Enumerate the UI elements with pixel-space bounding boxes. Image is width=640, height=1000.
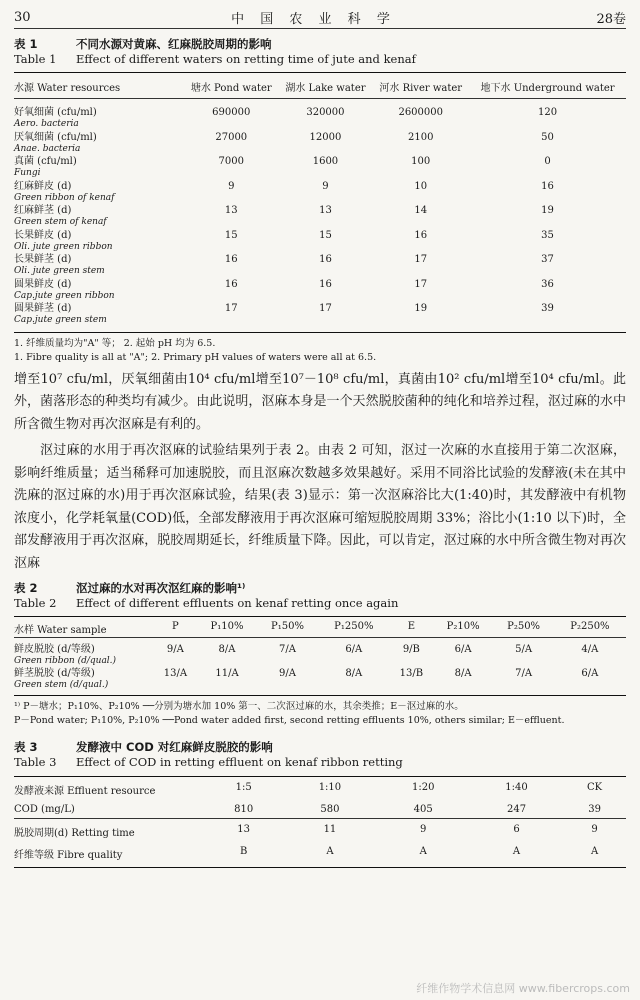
table-cell: 690000 bbox=[212, 107, 251, 118]
table-cell: 13 bbox=[224, 205, 238, 216]
row-label-en: Green ribbon (d/qual.) bbox=[14, 655, 117, 666]
table-cell: 405 bbox=[413, 803, 433, 815]
row-label: 发酵液来源 Effluent resource bbox=[14, 785, 156, 797]
table2-col: P bbox=[172, 621, 179, 632]
table1-col: 湖水 Lake water bbox=[285, 83, 366, 94]
table-cell: A bbox=[419, 845, 427, 857]
table-cell: 17 bbox=[414, 254, 428, 265]
table-cell: 9 bbox=[322, 180, 329, 192]
table1-col: 河水 River water bbox=[379, 83, 463, 94]
running-header bbox=[14, 6, 626, 29]
row-label-en: Cap.jute green ribbon bbox=[14, 290, 115, 301]
table2-col: P₁250% bbox=[334, 621, 374, 632]
table-cell: 8/A bbox=[218, 643, 236, 655]
row-label-cn: 鲜皮脱胶 (d/等级) bbox=[14, 643, 95, 655]
table-row bbox=[14, 819, 626, 841]
table3-caption: 表 3 发酵液中 COD 对红麻鲜皮脱胶的影响 Table 3 Effect of COD in retting effluent on kenaf ribbon retting bbox=[14, 739, 403, 769]
table2-caption: 表 2 沤过麻的水对再次沤红麻的影响¹⁾ Table 2 Effect of different effluents on kenaf retting once again bbox=[14, 581, 399, 610]
table-row bbox=[14, 841, 626, 863]
row-label bbox=[14, 668, 154, 692]
journal-name: 中 国 农 业 科 学 bbox=[231, 11, 396, 27]
table-cell: 35 bbox=[541, 229, 554, 241]
table-row bbox=[14, 799, 626, 819]
table2-col: E bbox=[407, 621, 416, 632]
row-label-cn: 红麻鲜皮 (d) bbox=[14, 180, 72, 192]
table-cell: 4/A bbox=[581, 643, 599, 655]
body-paragraph: 增至10⁷ cfu/ml，厌氧细菌由10⁴ cfu/ml增至10⁷－10⁸ cfu/ml，真菌由10² cfu/ml增至10⁴ cfu/ml。此外，菌落形态的种类均有减少。由此说明，沤麻本身是一个天然脱胶菌种的纯化和培养过程，沤过麻的水中所含微生物对再次沤麻是有利的。 bbox=[14, 371, 626, 432]
table-cell: 6/A bbox=[581, 667, 599, 679]
table-cell: 7/A bbox=[279, 643, 296, 655]
table-cell: 6/A bbox=[345, 643, 363, 655]
row-label-en: Cap.jute green stem bbox=[14, 315, 107, 325]
row-label-en: Green stem of kenaf bbox=[14, 217, 107, 227]
table-cell: 9/B bbox=[402, 643, 420, 655]
table-cell: 37 bbox=[541, 254, 554, 265]
table-cell: 13 bbox=[319, 205, 332, 216]
table-cell: 10 bbox=[414, 180, 428, 192]
table-row bbox=[14, 279, 626, 304]
table1-col: 地下水 Underground water bbox=[480, 83, 615, 94]
row-label-en: Anae. bacteria bbox=[14, 143, 81, 154]
table-cell: 16 bbox=[224, 254, 238, 265]
row-label-en: Green stem (d/qual.) bbox=[14, 679, 109, 690]
table-cell: 39 bbox=[541, 303, 554, 314]
table-cell: 8/A bbox=[345, 667, 363, 679]
table3 bbox=[14, 777, 626, 863]
watermark: 纤维作物学术信息网 www.fibercrops.com bbox=[416, 982, 630, 995]
table-cell: 14 bbox=[414, 205, 428, 216]
table-row bbox=[14, 254, 626, 279]
table-cell: 16 bbox=[224, 278, 238, 290]
table-row bbox=[14, 156, 626, 181]
table-cell: 50 bbox=[541, 131, 554, 143]
table-cell: 320000 bbox=[306, 107, 345, 118]
table-cell: 1:10 bbox=[318, 781, 342, 793]
table-cell: 1600 bbox=[312, 156, 339, 167]
row-label bbox=[14, 181, 184, 206]
table-cell: 16 bbox=[319, 278, 332, 290]
table1-col: 塘水 Pond water bbox=[190, 83, 272, 94]
table-row bbox=[14, 777, 626, 799]
row-label-cn: 好氧细菌 (cfu/ml) bbox=[14, 107, 97, 118]
table-cell: 247 bbox=[506, 803, 527, 815]
paper-page bbox=[14, 6, 626, 868]
table-cell: 15 bbox=[224, 229, 238, 241]
table-cell: 1:20 bbox=[411, 781, 435, 793]
row-label bbox=[14, 254, 184, 279]
table-row bbox=[14, 644, 626, 668]
table-cell: 9 bbox=[228, 180, 235, 192]
table-cell: 2600000 bbox=[398, 107, 443, 118]
body-paragraph: 沤过麻的水用于再次沤麻的试验结果列于表 2。由表 2 可知，沤过一次麻的水直接用于第二次沤麻，影响纤维质量；适当稀释可加速脱胶，而且沤麻次数越多效果越好。采用不同浴比试验的发酵液(未在其中洗麻的沤过麻的水)用于再次沤麻试验，结果(表 3)显示：第一次沤麻浴比大(1:40)时，其发酵液中有机物浓度小，化学耗氧量(COD)低，全部发酵液用于再次沤麻可缩短脱胶周期 33%；浴比小(1:10 以下)时，全部发酵液用于再次沤麻，脱胶周期延长，纤维质量下降。因此，可以肯定，沤过麻的水中所含微生物对再次沤麻 bbox=[14, 443, 626, 571]
row-label-cn: 长果鲜茎 (d) bbox=[14, 254, 72, 265]
table-cell: 6 bbox=[513, 824, 520, 835]
table-cell: 17 bbox=[319, 303, 332, 314]
row-label-en: Green ribbon of kenaf bbox=[14, 192, 115, 203]
table-row bbox=[14, 132, 626, 157]
table-cell: 1:5 bbox=[235, 781, 252, 793]
page-number: 30 bbox=[14, 9, 31, 25]
table-cell: 17 bbox=[224, 303, 238, 314]
row-label bbox=[14, 230, 184, 255]
table-cell: 12000 bbox=[309, 131, 342, 143]
row-label bbox=[14, 303, 184, 328]
table2-col: P₁50% bbox=[271, 621, 304, 632]
row-label-cn: 圆果鲜皮 (d) bbox=[14, 278, 72, 290]
table-cell: 580 bbox=[320, 803, 340, 815]
table1 bbox=[14, 73, 626, 328]
table-cell: 19 bbox=[414, 303, 428, 314]
table-cell: 13/B bbox=[399, 667, 424, 679]
table-cell: 8/A bbox=[454, 667, 472, 679]
table-cell: 810 bbox=[234, 803, 254, 815]
table1-col-head: 水源 Water resources bbox=[14, 83, 121, 94]
row-label: 纤维等级 Fibre quality bbox=[14, 849, 123, 861]
table-cell: 120 bbox=[538, 107, 558, 118]
row-label bbox=[14, 279, 184, 304]
table-row bbox=[14, 303, 626, 328]
table2-col: P₂250% bbox=[570, 621, 610, 632]
row-label-cn: 真菌 (cfu/ml) bbox=[14, 156, 77, 167]
table-cell: 5/A bbox=[515, 643, 533, 655]
row-label bbox=[14, 644, 154, 668]
row-label-en: Fungi bbox=[14, 168, 41, 178]
table-cell: 19 bbox=[541, 205, 554, 216]
table-cell: 17 bbox=[414, 278, 428, 290]
table-cell: 2100 bbox=[408, 131, 434, 143]
table-cell: 9 bbox=[420, 824, 427, 835]
row-label bbox=[14, 107, 184, 132]
table-cell: CK bbox=[587, 781, 603, 793]
row-label-cn: 厌氧细菌 (cfu/ml) bbox=[14, 131, 97, 143]
table-row bbox=[14, 107, 626, 132]
table-cell: 9/A bbox=[279, 667, 296, 679]
table-cell: 13/A bbox=[163, 667, 188, 679]
table-cell: 1:40 bbox=[505, 781, 528, 793]
table-cell: 39 bbox=[588, 803, 601, 815]
row-label-en: Aero. bacteria bbox=[14, 119, 79, 129]
table2-col-head: 水样 Water sample bbox=[14, 625, 107, 636]
table2-col: P₂10% bbox=[446, 621, 480, 632]
row-label bbox=[14, 205, 184, 230]
table1-notes: 1. 纤维质量均为"A" 等； 2. 起始 pH 均为 6.5. 1. Fibre quality is all at "A"; 2. Primary pH values of waters were all at 6.5. bbox=[14, 337, 377, 363]
table-cell: 16 bbox=[319, 254, 332, 265]
table-cell: 11 bbox=[323, 824, 337, 835]
table2 bbox=[14, 617, 626, 692]
row-label bbox=[14, 132, 184, 157]
row-label-en: Oli. jute green ribbon bbox=[14, 241, 113, 252]
table-cell: 16 bbox=[414, 229, 428, 241]
row-label-cn: 鲜茎脱胶 (d/等级) bbox=[14, 667, 95, 679]
table-cell: A bbox=[512, 845, 521, 857]
table-cell: 7/A bbox=[515, 667, 533, 679]
table-cell: 7000 bbox=[218, 156, 244, 167]
table-cell: B bbox=[239, 845, 248, 857]
table-cell: A bbox=[326, 845, 334, 857]
table-cell: 15 bbox=[319, 229, 332, 241]
table-row bbox=[14, 205, 626, 230]
table-cell: 27000 bbox=[215, 131, 248, 143]
table-cell: 13 bbox=[237, 824, 250, 835]
table2-col: P₁10% bbox=[210, 621, 244, 632]
table2-notes: ¹⁾ P－塘水；P₁10%、P₂10% ──分别为塘水加 10% 第一、二次沤过麻的水，其余类推；E－沤过麻的水。 P－Pond water; P₁10%, P₂10% ──Pond water added first, second retting effluents 10%, others similar; E－effluent. bbox=[14, 700, 565, 726]
table-row bbox=[14, 668, 626, 692]
table-cell: 9/A bbox=[166, 643, 184, 655]
row-label-en: Oli. jute green stem bbox=[14, 266, 105, 276]
volume-label: 28卷 bbox=[596, 11, 626, 27]
table-cell: 36 bbox=[541, 278, 554, 290]
table-cell: 0 bbox=[544, 156, 551, 167]
row-label-cn: 圆果鲜茎 (d) bbox=[14, 303, 72, 314]
table-cell: 16 bbox=[541, 180, 554, 192]
table-cell: 9 bbox=[591, 824, 598, 835]
table-row bbox=[14, 230, 626, 255]
row-label: COD (mg/L) bbox=[14, 803, 75, 815]
row-label bbox=[14, 156, 184, 181]
table1-caption: 表 1 不同水源对黄麻、红麻脱胶周期的影响 Table 1 Effect of different waters on retting time of jute and kenaf bbox=[14, 37, 416, 66]
table2-col: P₂50% bbox=[507, 621, 541, 632]
table-cell: 6/A bbox=[454, 643, 472, 655]
row-label-cn: 长果鲜皮 (d) bbox=[14, 229, 72, 241]
row-label: 脱胶周期(d) Retting time bbox=[14, 828, 135, 839]
table-cell: A bbox=[590, 845, 599, 857]
table-cell: 100 bbox=[411, 156, 431, 167]
row-label-cn: 红麻鲜茎 (d) bbox=[14, 205, 72, 216]
table-row bbox=[14, 181, 626, 206]
table-cell: 11/A bbox=[215, 667, 239, 679]
